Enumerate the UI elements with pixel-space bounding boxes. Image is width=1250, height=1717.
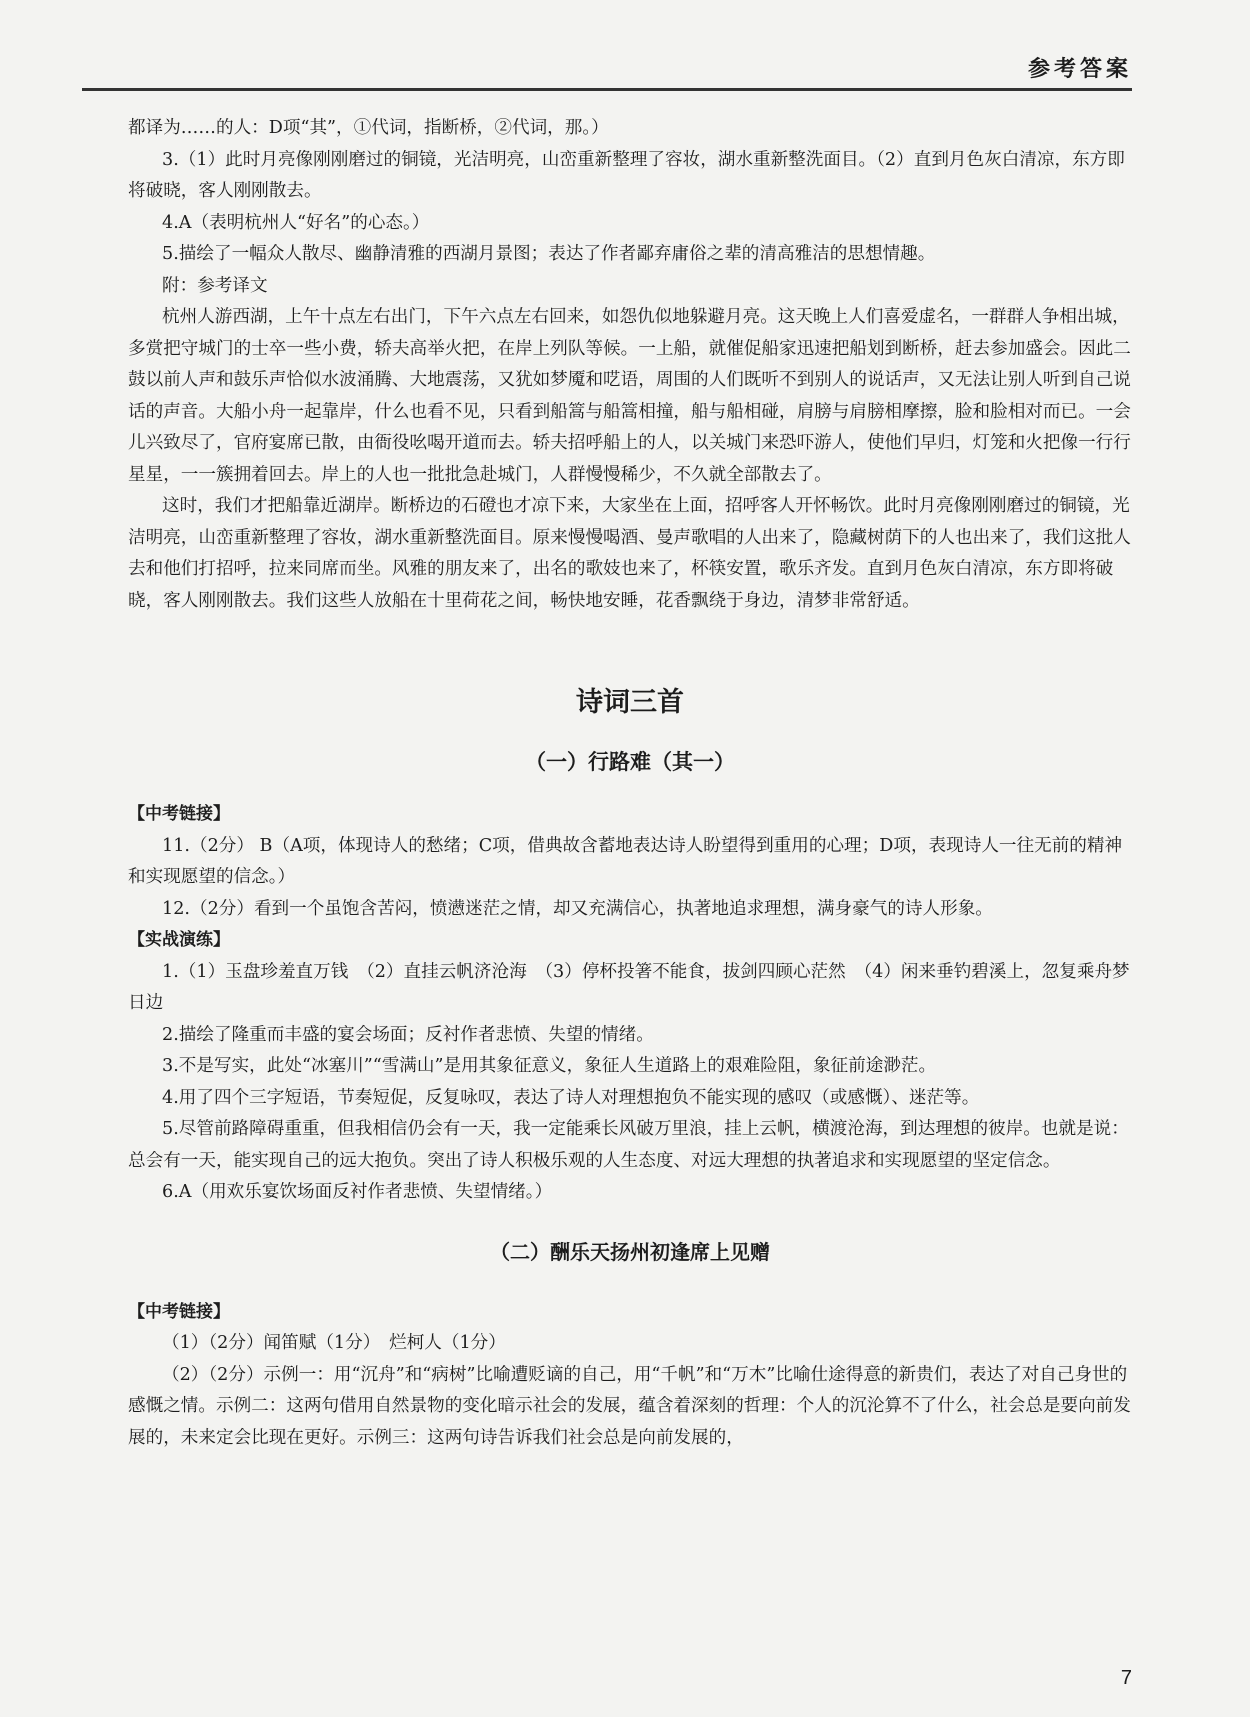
paragraph: 3.（1）此时月亮像刚刚磨过的铜镜，光洁明亮，山峦重新整理了容妆，湖水重新整洗面目。（2）直到月色灰白清凉，东方即将破晓，客人刚刚散去。 bbox=[128, 149, 1125, 201]
subsection-title-2: （二）酬乐天扬州初逢席上见赠 bbox=[490, 1239, 770, 1264]
paragraph: 这时，我们才把船靠近湖岸。断桥边的石磴也才凉下来，大家坐在上面，招呼客人开怀畅饮。此时月亮像刚刚磨过的铜镜，光洁明亮，山峦重新整理了容妆，湖水重新整洗面目。原来慢慢喝酒、曼声歌唱的人出来了，隐藏树荫下的人也出来了，我们这批人去和他们打招呼，拉来同席而坐。风雅的朋友来了，出名的歌妓也来了，杯筷安置，歌乐齐发。直到月色灰白清凉，东方即将破晓，客人刚刚散去。我们这些人放船在十里荷花之间，畅快地安睡，花香飘绕于身边，清梦非常舒适。 bbox=[128, 496, 1131, 611]
paragraph: 都译为……的人：D项“其”，①代词，指断桥，②代词，那。） bbox=[128, 118, 609, 138]
answer-item: 1.（1）玉盘珍羞直万钱 （2）直挂云帆济沧海 （3）停杯投箸不能食，拔剑四顾心茫然 （4）闲来垂钓碧溪上，忽复乘舟梦日边 bbox=[128, 961, 1130, 1013]
answer-item: 6.A（用欢乐宴饮场面反衬作者悲愤、失望情绪。） bbox=[162, 1182, 553, 1202]
answer-item: （2）（2分）示例一：用“沉舟”和“病树”比喻遭贬谪的自己，用“千帆”和“万木”比喻仕途得意的新贵们，表达了对自己身世的感慨之情。示例二：这两句借用自然景物的变化暗示社会的发展，蕴含着深刻的哲理：个人的沉沦算不了什么，社会总是要向前发展的，未来定会比现在更好。示例三：这两句诗告诉我们社会总是向前发展的， bbox=[128, 1364, 1131, 1448]
appendix-label: 附：参考译文 bbox=[162, 275, 268, 296]
tag-practice: 【实战演练】 bbox=[128, 930, 230, 950]
tag-link: 【中考链接】 bbox=[128, 804, 230, 824]
header-title: 参考答案 bbox=[1027, 57, 1132, 82]
answer-item: 11.（2分） B（A项，体现诗人的愁绪；C项，借典故含蓄地表达诗人盼望得到重用的心理；D项，表现诗人一往无前的精神和实现愿望的信念。） bbox=[128, 835, 1123, 887]
answer-item: 3.不是写实，此处“冰塞川”“雪满山”是用其象征意义，象征人生道路上的艰难险阻，象征前途渺茫。 bbox=[162, 1056, 937, 1076]
answer-item: 4.用了四个三字短语，节奏短促，反复咏叹，表达了诗人对理想抱负不能实现的感叹（或感慨）、迷茫等。 bbox=[162, 1087, 980, 1108]
tag-link: 【中考链接】 bbox=[128, 1301, 230, 1322]
answer-item: 5.尽管前路障碍重重，但我相信仍会有一天，我一定能乘长风破万里浪，挂上云帆，横渡沧海，到达理想的彼岸。也就是说：总会有一天，能实现自己的远大抱负。突出了诗人积极乐观的人生态度、对远大理想的执著追求和实现愿望的坚定信念。 bbox=[128, 1119, 1129, 1171]
answer-item: （1）（2分）闻笛赋（1分） 烂柯人（1分） bbox=[162, 1333, 506, 1353]
page-number: 7 bbox=[1120, 1667, 1132, 1689]
section-title: 诗词三首 bbox=[576, 687, 684, 718]
header-rule bbox=[82, 88, 1132, 91]
paragraph: 4.A（表明杭州人“好名”的心态。） bbox=[162, 212, 430, 233]
answer-item: 2.描绘了隆重而丰盛的宴会场面；反衬作者悲愤、失望的情绪。 bbox=[162, 1024, 654, 1045]
subsection-title-1: （一）行路难（其一） bbox=[525, 750, 735, 774]
page-content bbox=[128, 113, 1132, 1454]
paragraph: 杭州人游西湖，上午十点左右出门，下午六点左右回来，如怨仇似地躲避月亮。这天晚上人们喜爱虚名，一群群人争相出城，多赏把守城门的士卒一些小费，轿夫高举火把，在岸上列队等候。一上船，就催促船家迅速把船划到断桥，赶去参加盛会。因此二鼓以前人声和鼓乐声恰似水波涌腾、大地震荡，又犹如梦魇和呓语，周围的人们既听不到别人的说话声，又无法让别人听到自己说话的声音。大船小舟一起靠岸，什么也看不见，只看到船篙与船篙相撞，船与船相碰，肩膀与肩膀相摩擦，脸和脸相对而已。一会儿兴致尽了，官府宴席已散，由衙役吆喝开道而去。轿夫招呼船上的人，以关城门来恐吓游人，使他们早归，灯笼和火把像一行行星星，一一簇拥着回去。岸上的人也一批批急赴城门，人群慢慢稀少，不久就全部散去了。 bbox=[128, 307, 1131, 485]
paragraph: 5.描绘了一幅众人散尽、幽静清雅的西湖月景图；表达了作者鄙弃庸俗之辈的清高雅洁的思想情趣。 bbox=[162, 244, 936, 264]
answer-item: 12.（2分）看到一个虽饱含苦闷，愤懑迷茫之情，却又充满信心，执著地追求理想，满身豪气的诗人形象。 bbox=[162, 898, 993, 919]
